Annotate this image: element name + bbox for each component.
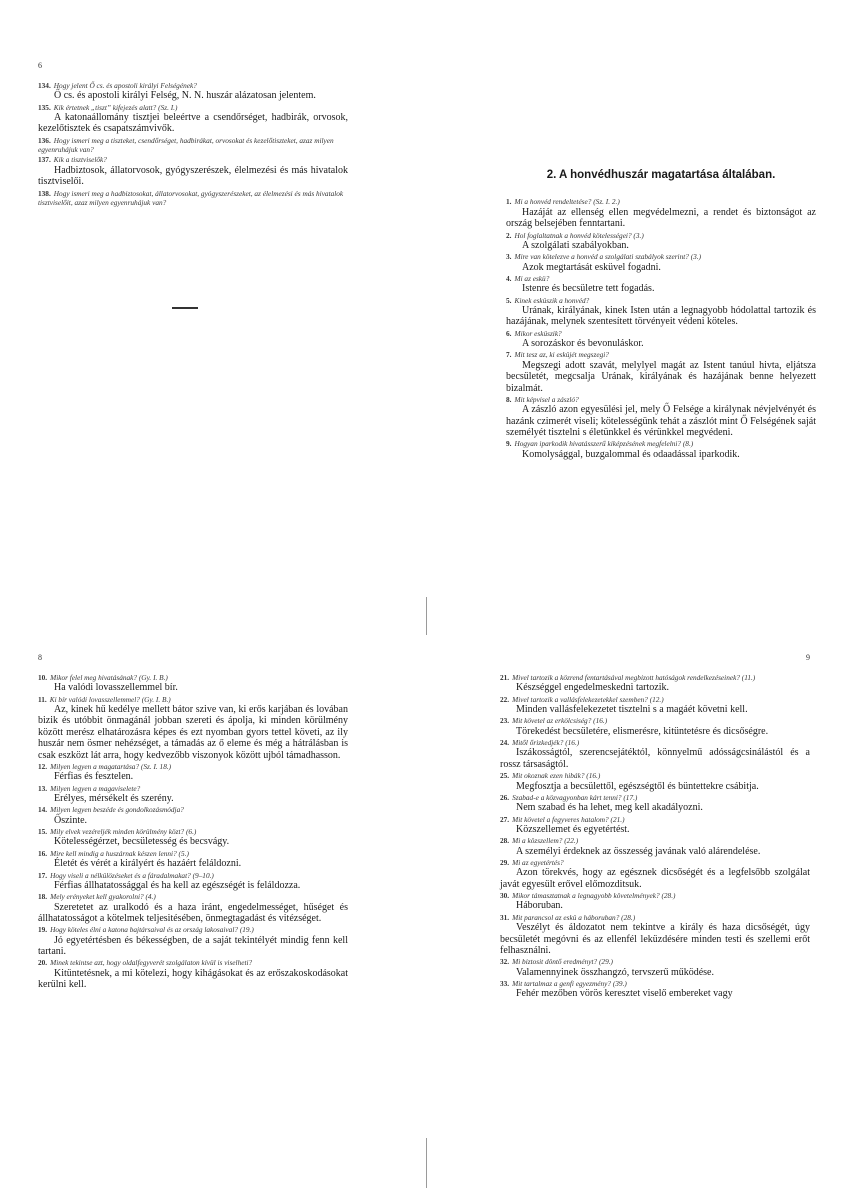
question-text: Hogy ismeri meg a tiszteket, csendőrséget, hadbirákat, orvosokat és kezelőtiszteket, azaz milyen egyenruhájuk van? <box>38 135 334 155</box>
question-number: 28. <box>500 836 510 846</box>
answer-text: Nem szabad és ha lehet, meg kell akadályozni. <box>516 802 703 814</box>
question-line <box>38 762 348 771</box>
answer-text: Életét és vérét a királyért és hazáért feláldozni. <box>54 858 242 870</box>
question-number: 3. <box>506 252 512 262</box>
question-line <box>500 891 810 900</box>
question-text: Mily elvek vezéreljék minden körülmény közt? (6.) <box>50 827 197 837</box>
question-text: Mi a honvéd rendeltetése? (Sz. I. 2.) <box>514 197 620 207</box>
answer-text: Megszegi adott szavát, melylyel magát az Istent tanúul hivta, eljátsza becsületét, megcsalja Urának, királyának és hazájának benne helyezett bizalmát. <box>506 359 816 394</box>
answer-text: A személyi érdeknek az összesség javának való alárendelése. <box>516 845 761 857</box>
question-line <box>500 858 810 867</box>
question-line <box>38 849 348 858</box>
answer-text: Ő cs. és apostoli királyi Felség, N. N. huszár alázatosan jelentem. <box>54 90 316 102</box>
question-number: 8. <box>506 394 512 404</box>
question-text: Mi biztosit döntő eredményt? (29.) <box>512 957 613 967</box>
question-number: 135. <box>38 102 51 112</box>
question-number: 138. <box>38 188 51 198</box>
question-line <box>500 913 810 922</box>
question-line <box>500 673 810 682</box>
section-title: 2. A honvédhuszár magatartása általában. <box>546 169 776 181</box>
question-text: Mit követel a fegyveres hatalom? (21.) <box>512 814 625 824</box>
answer-text: Hadbiztosok, állatorvosok, gyógyszerészek, élelmezési és más hivatalok tisztviselői. <box>38 164 348 188</box>
question-line <box>506 329 816 338</box>
page-gutter-line <box>426 597 427 635</box>
page-9 <box>500 652 810 1001</box>
question-text: Mit tartalmaz a genfi egyezmény? (39.) <box>512 979 627 989</box>
answer-text: Hazáját az ellenség ellen megvédelmezni, a rendet és biztonságot az ország belsejében fenntartani. <box>506 206 816 230</box>
question-number: 4. <box>506 273 512 283</box>
answer-text: A sorozáskor és bevonuláskor. <box>522 338 644 350</box>
page-7 <box>506 170 816 461</box>
question-number: 1. <box>506 197 512 207</box>
question-number: 6. <box>506 328 512 338</box>
question-text: Milyen legyen a magatartása? (Sz. I. 18.) <box>50 762 172 772</box>
question-number: 15. <box>38 827 48 837</box>
question-text: Kinek esküszik a honvéd? <box>514 295 590 305</box>
question-text: Minek tekintse azt, hogy oldalfegyverét szolgálaton kívül is viselheti? <box>50 958 253 968</box>
question-number: 9. <box>506 439 512 449</box>
page-gutter-line-bottom <box>426 1138 427 1188</box>
question-line <box>38 925 348 934</box>
question-text: Hogy köteles élni a katona bajtársaival és az ország lakosaival? (19.) <box>50 925 254 935</box>
page-8 <box>38 652 348 992</box>
answer-text: Az, kinek hű kedélye mellett bátor szive van, ki erős karjában és lovában bizik és utóbbit önmagánál jobban szereti és ápolja, ki minden körülmény között merész elhatározásra képes és ezt nyomban gyors tettel követi, az ily huszár nem ösmer nehézséget, a támadás az ő eleme és még a hátrálásban is csak eszközt lát arra, hogy kedvezőbb viszonyok között ujból támadhasson. <box>38 704 348 761</box>
question-text: Mire kell mindig a huszárnak készen lenni? (5.) <box>50 848 189 858</box>
question-number: 32. <box>500 957 510 967</box>
question-number: 16. <box>38 848 48 858</box>
question-line <box>506 296 816 305</box>
answer-text: Jó egyetértésben és békességben, de a saját tekintélyét mindig fenn kell tartani. <box>38 934 348 958</box>
question-text: Hogy ismeri meg a hadbiztosokat, állatorvosokat, gyógyszerészeket, az élelmezési és más hivatalok tisztviselőit, azaz milyen egyenruhájuk van? <box>38 188 344 207</box>
question-line <box>38 827 348 836</box>
answer-text: Férfias és fesztelen. <box>54 771 134 783</box>
question-number: 33. <box>500 979 510 989</box>
question-line <box>38 155 348 164</box>
question-text: Mit követel az erkölcsiség? (16.) <box>512 716 608 726</box>
question-line <box>38 784 348 793</box>
question-text: Milyen legyen beszéde és gondolkozásmódja? <box>50 805 184 815</box>
answer-text: Törekedést becsületére, elismerésre, kitüntetésre és dicsőségre. <box>516 725 769 737</box>
answer-text: A szolgálati szabályokban. <box>522 239 629 251</box>
question-number: 29. <box>500 858 510 868</box>
question-line <box>506 231 816 240</box>
answer-text: Azok megtartását esküvel fogadni. <box>522 261 661 273</box>
question-line <box>500 793 810 802</box>
question-line <box>500 716 810 725</box>
question-line <box>38 871 348 880</box>
question-line <box>500 771 810 780</box>
question-line <box>506 252 816 261</box>
question-line <box>38 189 348 208</box>
question-text: Mit okoznak ezen hibák? (16.) <box>512 771 601 781</box>
question-number: 30. <box>500 891 510 901</box>
answer-text: Valamennyinek összhangzó, tervszerű működése. <box>516 966 714 978</box>
page-number: 8 <box>38 653 42 662</box>
answer-text: Veszélyt és áldozatot nem tekintve a király és haza dicsőségét, úgy becsületét megóvni és az ellenfél leküzdésére minden testi és szellemi erőt felhasználni. <box>500 922 810 956</box>
answer-text: Kötelességérzet, becsületesség és becsvágy. <box>54 836 230 848</box>
question-line <box>500 815 810 824</box>
question-text: Milyen legyen a magaviselete? <box>50 783 141 793</box>
answer-text: Istenre és becsületre tett fogadás. <box>522 283 655 295</box>
question-line <box>506 274 816 283</box>
question-text: Hogy viseli a nélkülözéseket és a fáradalmakat? (9–10.) <box>50 870 214 880</box>
question-number: 17. <box>38 870 48 880</box>
answer-text: Készséggel engedelmeskedni tartozik. <box>516 682 669 694</box>
question-number: 136. <box>38 135 51 145</box>
question-number: 31. <box>500 912 510 922</box>
page-6 <box>38 60 348 207</box>
question-text: Mit képvisel a zászló? <box>514 394 579 404</box>
answer-text: Urának, királyának, kinek Isten után a legnagyobb hódolattal tartozik és hazájának, melynek szentesített törvényeit védeni köteles. <box>506 304 816 328</box>
question-text: Ki bír valódi lovasszellemmel? (Gy. I. B.) <box>49 694 171 704</box>
answer-text: A katonaállomány tisztjei beleértve a csendőrséget, hadbirák, orvosok, kezelőtisztek és csapatszámvivők. <box>38 112 348 135</box>
question-text: Mi a közszellem? (22.) <box>512 836 579 846</box>
question-text: Mely erényeket kell gyakorolni? (4.) <box>50 892 156 902</box>
question-line <box>506 395 816 404</box>
question-number: 137. <box>38 155 51 165</box>
answer-text: Szeretetet az uralkodó és a haza iránt, engedelmességet, hűséget és állhatatosságot a kötelmek teljesitésében, önmegtagadást és vitézséget. <box>38 901 348 924</box>
question-line <box>38 958 348 967</box>
question-number: 24. <box>500 738 510 748</box>
answer-text: Férfias állhatatossággal és ha kell az egészségét is feláldozza. <box>54 879 301 891</box>
question-number: 21. <box>500 673 510 682</box>
answer-text: Ha valódi lovasszellemmel bír. <box>54 682 178 694</box>
question-number: 13. <box>38 783 48 793</box>
question-line <box>38 136 348 155</box>
answer-text: Őszinte. <box>54 814 88 826</box>
question-number: 11. <box>38 694 47 704</box>
question-text: Mire van kötelezve a honvéd a szolgálati szabályok szerint? (3.) <box>514 252 702 262</box>
question-line <box>500 695 810 704</box>
question-number: 27. <box>500 814 510 824</box>
question-line <box>500 738 810 747</box>
question-line <box>506 439 816 448</box>
question-line <box>38 695 348 704</box>
question-text: Mikor felel meg hivatásának? (Gy. I. B.) <box>50 673 168 682</box>
question-number: 25. <box>500 771 510 781</box>
answer-text: Háboruban. <box>516 900 563 912</box>
answer-text: Komolysággal, buzgalommal és odaadással iparkodik. <box>522 448 740 460</box>
question-text: Mitől őrizkedjék? (16.) <box>512 738 580 748</box>
question-line <box>500 836 810 845</box>
section-divider <box>172 307 198 309</box>
question-text: Mikor esküszik? <box>514 328 562 338</box>
question-text: Mi az egyetértés? <box>512 858 564 868</box>
question-number: 19. <box>38 925 48 935</box>
question-line <box>38 103 348 112</box>
question-number: 5. <box>506 295 512 305</box>
question-line <box>38 673 348 682</box>
question-text: Mivel tartozik a vallásfelekezetekkel szemben? (12.) <box>512 694 664 704</box>
question-text: Hol foglaltatnak a honvéd kötelességei? (3.) <box>514 230 644 240</box>
page-number: 9 <box>806 653 810 662</box>
answer-text: Minden vallásfelekezetet tisztelni s a magáét követni kell. <box>516 704 748 715</box>
question-line <box>500 979 810 988</box>
question-number: 22. <box>500 694 510 704</box>
answer-text: Közszellemet és egyetértést. <box>516 823 630 835</box>
question-number: 2. <box>506 230 512 240</box>
answer-text: Erélyes, mérsékelt és szerény. <box>54 793 174 805</box>
question-number: 14. <box>38 805 48 815</box>
question-number: 10. <box>38 673 48 682</box>
question-number: 20. <box>38 958 48 968</box>
question-number: 7. <box>506 350 512 360</box>
question-text: Mit parancsol az eskü a háboruban? (28.) <box>512 912 636 922</box>
answer-text: A zászló azon egyesülési jel, mely Ő Felsége a királynak névjelvényét és hazánk czimerét viseli; kötelességünk tehát a zászlót mint Ő Felségének saját személyét tisztelni s életünkkel és vérünkkel megvédeni. <box>506 404 816 439</box>
question-text: Mit tesz az, ki esküjét megszegi? <box>514 350 609 360</box>
question-line <box>506 350 816 359</box>
question-number: 12. <box>38 762 48 772</box>
question-line <box>38 81 348 90</box>
question-line <box>38 805 348 814</box>
question-number: 23. <box>500 716 510 726</box>
answer-text: Iszákosságtól, szerencsejátéktól, könnyelmű adósságcsinálástól és a rossz társaságtól. <box>500 747 810 770</box>
question-text: Hogy jelent Ő cs. és apostoli királyi Felségének? <box>53 81 197 90</box>
question-text: Mivel tartozik a közrend fentartásával megbizott hatóságok rendelkezéseinek? (11.) <box>512 673 756 682</box>
question-number: 134. <box>38 81 51 90</box>
question-text: Szabad-e a közvagyonban kárt tenni? (17.) <box>512 792 638 802</box>
question-line <box>500 957 810 966</box>
answer-text: Megfosztja a becsülettől, egészségtől és büntettekre csábitja. <box>516 780 759 792</box>
answer-text: Fehér mezőben vörös keresztet viselő embereket vagy <box>516 988 733 1000</box>
question-line <box>38 892 348 901</box>
question-text: Mi az eskü? <box>514 273 550 283</box>
question-number: 18. <box>38 892 48 902</box>
answer-text: Kitüntetésnek, a mi kötelezi, hogy kihágásokat és az erőszakoskodásokat kerülni kell. <box>38 967 348 991</box>
page-number: 6 <box>38 61 42 70</box>
answer-text: Azon törekvés, hogy az egésznek dicsőségét és a legfelsőbb szolgálat javát egyesült erővel előmozditsuk. <box>500 867 810 890</box>
question-number: 26. <box>500 792 510 802</box>
question-text: Kik értetnek „tiszt” kifejezés alatt? (Sz. I.) <box>53 102 178 112</box>
question-text: Hogyan iparkodik hivatásszerű kiképzésének megfelelni? (8.) <box>514 439 694 449</box>
question-text: Mikor támasztatnak a legnagyobb követelmények? (28.) <box>512 891 676 901</box>
question-line <box>506 197 816 206</box>
question-text: Kik a tisztviselők? <box>53 155 107 165</box>
